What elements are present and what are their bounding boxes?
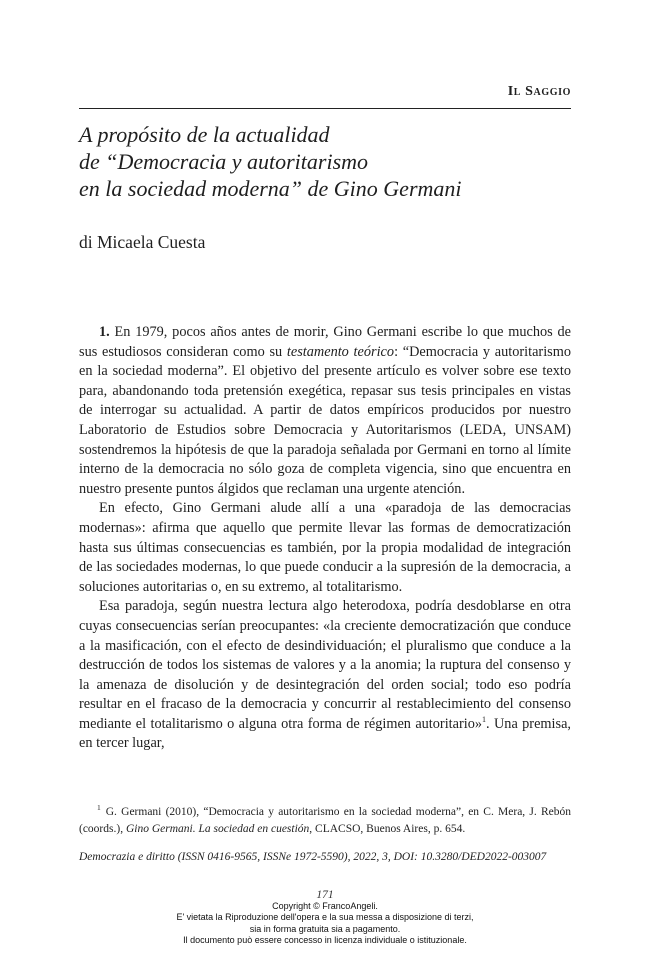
article-title (79, 121, 579, 202)
author-line: di Micaela Cuesta (79, 232, 206, 252)
section-label: Il Saggio (507, 84, 571, 99)
copyright-line-1: Copyright © FrancoAngeli. (272, 901, 378, 911)
paragraph-1-text-a: En 1979, pocos años antes de morir, Gino Germani escribe lo que muchos de sus estudiosos consideran como su (79, 324, 571, 360)
footnote-text-a: G. Germani (2010), “Democracia y autoritarismo en la sociedad moderna”, en C. Mera, J. Rebón (coords.), (79, 806, 571, 835)
footnote-text-b: , CLACSO, Buenos Aires, p. 654. (309, 823, 466, 835)
journal-citation: Democrazia e diritto (ISSN 0416-9565, ISSNe 1972-5590), 2022, 3, DOI: 10.3280/DED2022-003007 (79, 851, 547, 863)
paragraph-3 (79, 597, 571, 754)
paragraph-2: En efecto, Gino Germani alude allí a una «paradoja de las democracias modernas»: afirma que aquello que permite llevar las formas de democratización hasta sus últimas consecuencias es también, por la propia modalidad de integración de las sociedades modernas, lo que puede conducir a la supresión de la democracia, a soluciones autoritarias o, en su extremo, al totalitarismo. (79, 500, 571, 595)
paragraph-3-tail: . Una premisa, en tercer lugar, (79, 715, 571, 752)
paragraph-1 (79, 323, 571, 499)
footnote-reference[interactable]: 1 (482, 715, 487, 725)
copyright-line-4: Il documento può essere concesso in licenza individuale o istituzionale. (183, 934, 467, 945)
title-line-2: de “Democracia y autoritarismo (79, 149, 369, 174)
copyright-line-2: E' vietata la Riproduzione dell'opera e la sua messa a disposizione di terzi, (176, 912, 474, 923)
copyright-notice (0, 901, 650, 946)
header-rule (79, 108, 571, 109)
copyright-line-3: sia in forma gratuita sia a pagamento. (249, 923, 401, 934)
page-number: 171 (316, 889, 334, 901)
footnote-book-title: Gino Germani. La sociedad en cuestión (125, 823, 310, 835)
paragraph-3-text: Esa paradoja, según nuestra lectura algo heterodoxa, podría desdoblarse en otra cuyas consecuencias serían preocupantes: «la creciente democratización que conduce a la masificación, con el efecto de desindividuación; el pluralismo que conduce a la destrucción de todos los sistemas de valores y a la anomia; la ruptura del consenso y la amenaza de disolución y de desintegración del orden social; todo eso podría resultar en el fracaso de la democracia y concurrir al restablecimiento del consenso mediante el totalitarismo o alguna otra forma de régimen autoritario» (79, 598, 571, 732)
footnote-mark: 1 (97, 803, 101, 813)
paragraph-1-emphasis: testamento teórico (286, 343, 395, 360)
section-number: 1. (99, 324, 110, 340)
paragraph-1-text-b: : “Democracia y autoritarismo en la sociedad moderna”. El objetivo del presente artículo es volver sobre ese texto para, abandonando toda pretensión exegética, repasar sus tesis principales en vistas de interrogar su actualidad. A partir de datos empíricos producidos por nuestro Laboratorio de Estudios sobre Democracia y Autoritarismos (LEDA, UNSAM) sostendremos la hipótesis de que la paradoja señalada por Germani en torno al límite interno de la democracia no sólo goza de completa vigencia, sino que encuentra en nuestro presente puntos álgidos que reclaman una urgente atención. (79, 343, 571, 497)
title-line-3: en la sociedad moderna” de Gino Germani (79, 176, 462, 201)
article-body (79, 323, 571, 754)
footnote (79, 804, 571, 838)
title-line-1: A propósito de la actualidad (79, 122, 330, 147)
